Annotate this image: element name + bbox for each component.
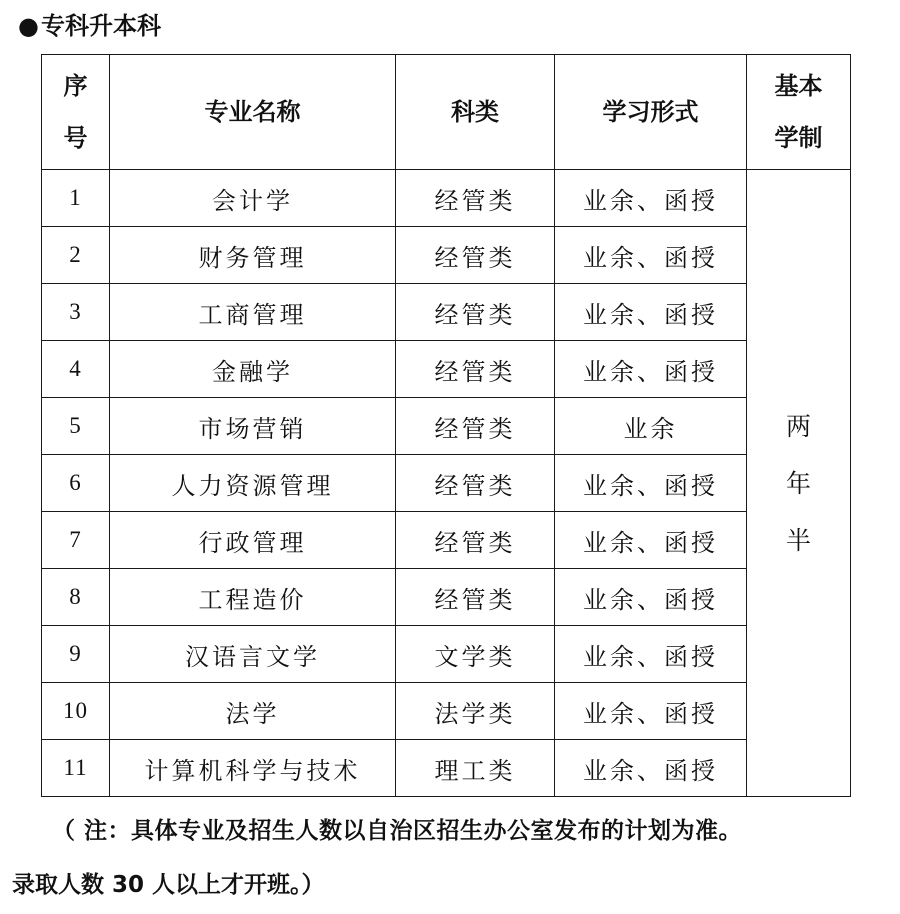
duration-cell: 两年半 [747,170,851,797]
row-index: 8 [42,569,110,626]
table-row [42,227,851,284]
table-row [42,455,851,512]
row-major: 工程造价 [110,569,396,626]
section-heading [18,8,161,44]
row-category: 经管类 [396,455,555,512]
row-index: 4 [42,341,110,398]
table-row [42,740,851,797]
header-category: 科类 [396,55,555,170]
majors-table [41,54,851,797]
section-title: 专科升本科 [40,12,161,40]
row-category: 经管类 [396,341,555,398]
row-category: 经管类 [396,512,555,569]
row-index: 2 [42,227,110,284]
row-study-form: 业余、函授 [555,626,747,683]
row-major: 人力资源管理 [110,455,396,512]
table-row [42,683,851,740]
row-major: 市场营销 [110,398,396,455]
row-study-form: 业余、函授 [555,455,747,512]
row-index: 3 [42,284,110,341]
row-study-form: 业余、函授 [555,740,747,797]
row-category: 经管类 [396,398,555,455]
row-category: 文学类 [396,626,555,683]
table-row [42,398,851,455]
table-row [42,569,851,626]
row-index: 9 [42,626,110,683]
table-row [42,284,851,341]
row-study-form: 业余、函授 [555,341,747,398]
row-major: 汉语言文学 [110,626,396,683]
row-major: 法学 [110,683,396,740]
row-category: 经管类 [396,170,555,227]
row-category: 法学类 [396,683,555,740]
row-study-form: 业余、函授 [555,170,747,227]
header-major: 专业名称 [110,55,396,170]
note-line-1: （ 注：具体专业及招生人数以自治区招生办公室发布的计划为准。 [52,818,743,844]
row-category: 经管类 [396,569,555,626]
row-major: 计算机科学与技术 [110,740,396,797]
bullet-icon: ● [18,12,39,40]
table-row [42,170,851,227]
row-study-form: 业余、函授 [555,683,747,740]
table-header-row [42,55,851,170]
row-major: 会计学 [110,170,396,227]
note-line-2: 录取人数 30 人以上才开班。） [12,872,325,898]
row-study-form: 业余 [555,398,747,455]
row-category: 理工类 [396,740,555,797]
row-category: 经管类 [396,284,555,341]
header-duration: 基本学制 [747,55,851,170]
row-major: 金融学 [110,341,396,398]
header-study-form: 学习形式 [555,55,747,170]
row-index: 11 [42,740,110,797]
row-index: 6 [42,455,110,512]
header-index: 序号 [42,55,110,170]
row-major: 工商管理 [110,284,396,341]
row-study-form: 业余、函授 [555,512,747,569]
row-index: 5 [42,398,110,455]
row-index: 10 [42,683,110,740]
table-row [42,626,851,683]
row-study-form: 业余、函授 [555,569,747,626]
table-row [42,341,851,398]
table-row [42,512,851,569]
row-study-form: 业余、函授 [555,284,747,341]
row-index: 7 [42,512,110,569]
row-index: 1 [42,170,110,227]
row-category: 经管类 [396,227,555,284]
row-study-form: 业余、函授 [555,227,747,284]
row-major: 行政管理 [110,512,396,569]
row-major: 财务管理 [110,227,396,284]
